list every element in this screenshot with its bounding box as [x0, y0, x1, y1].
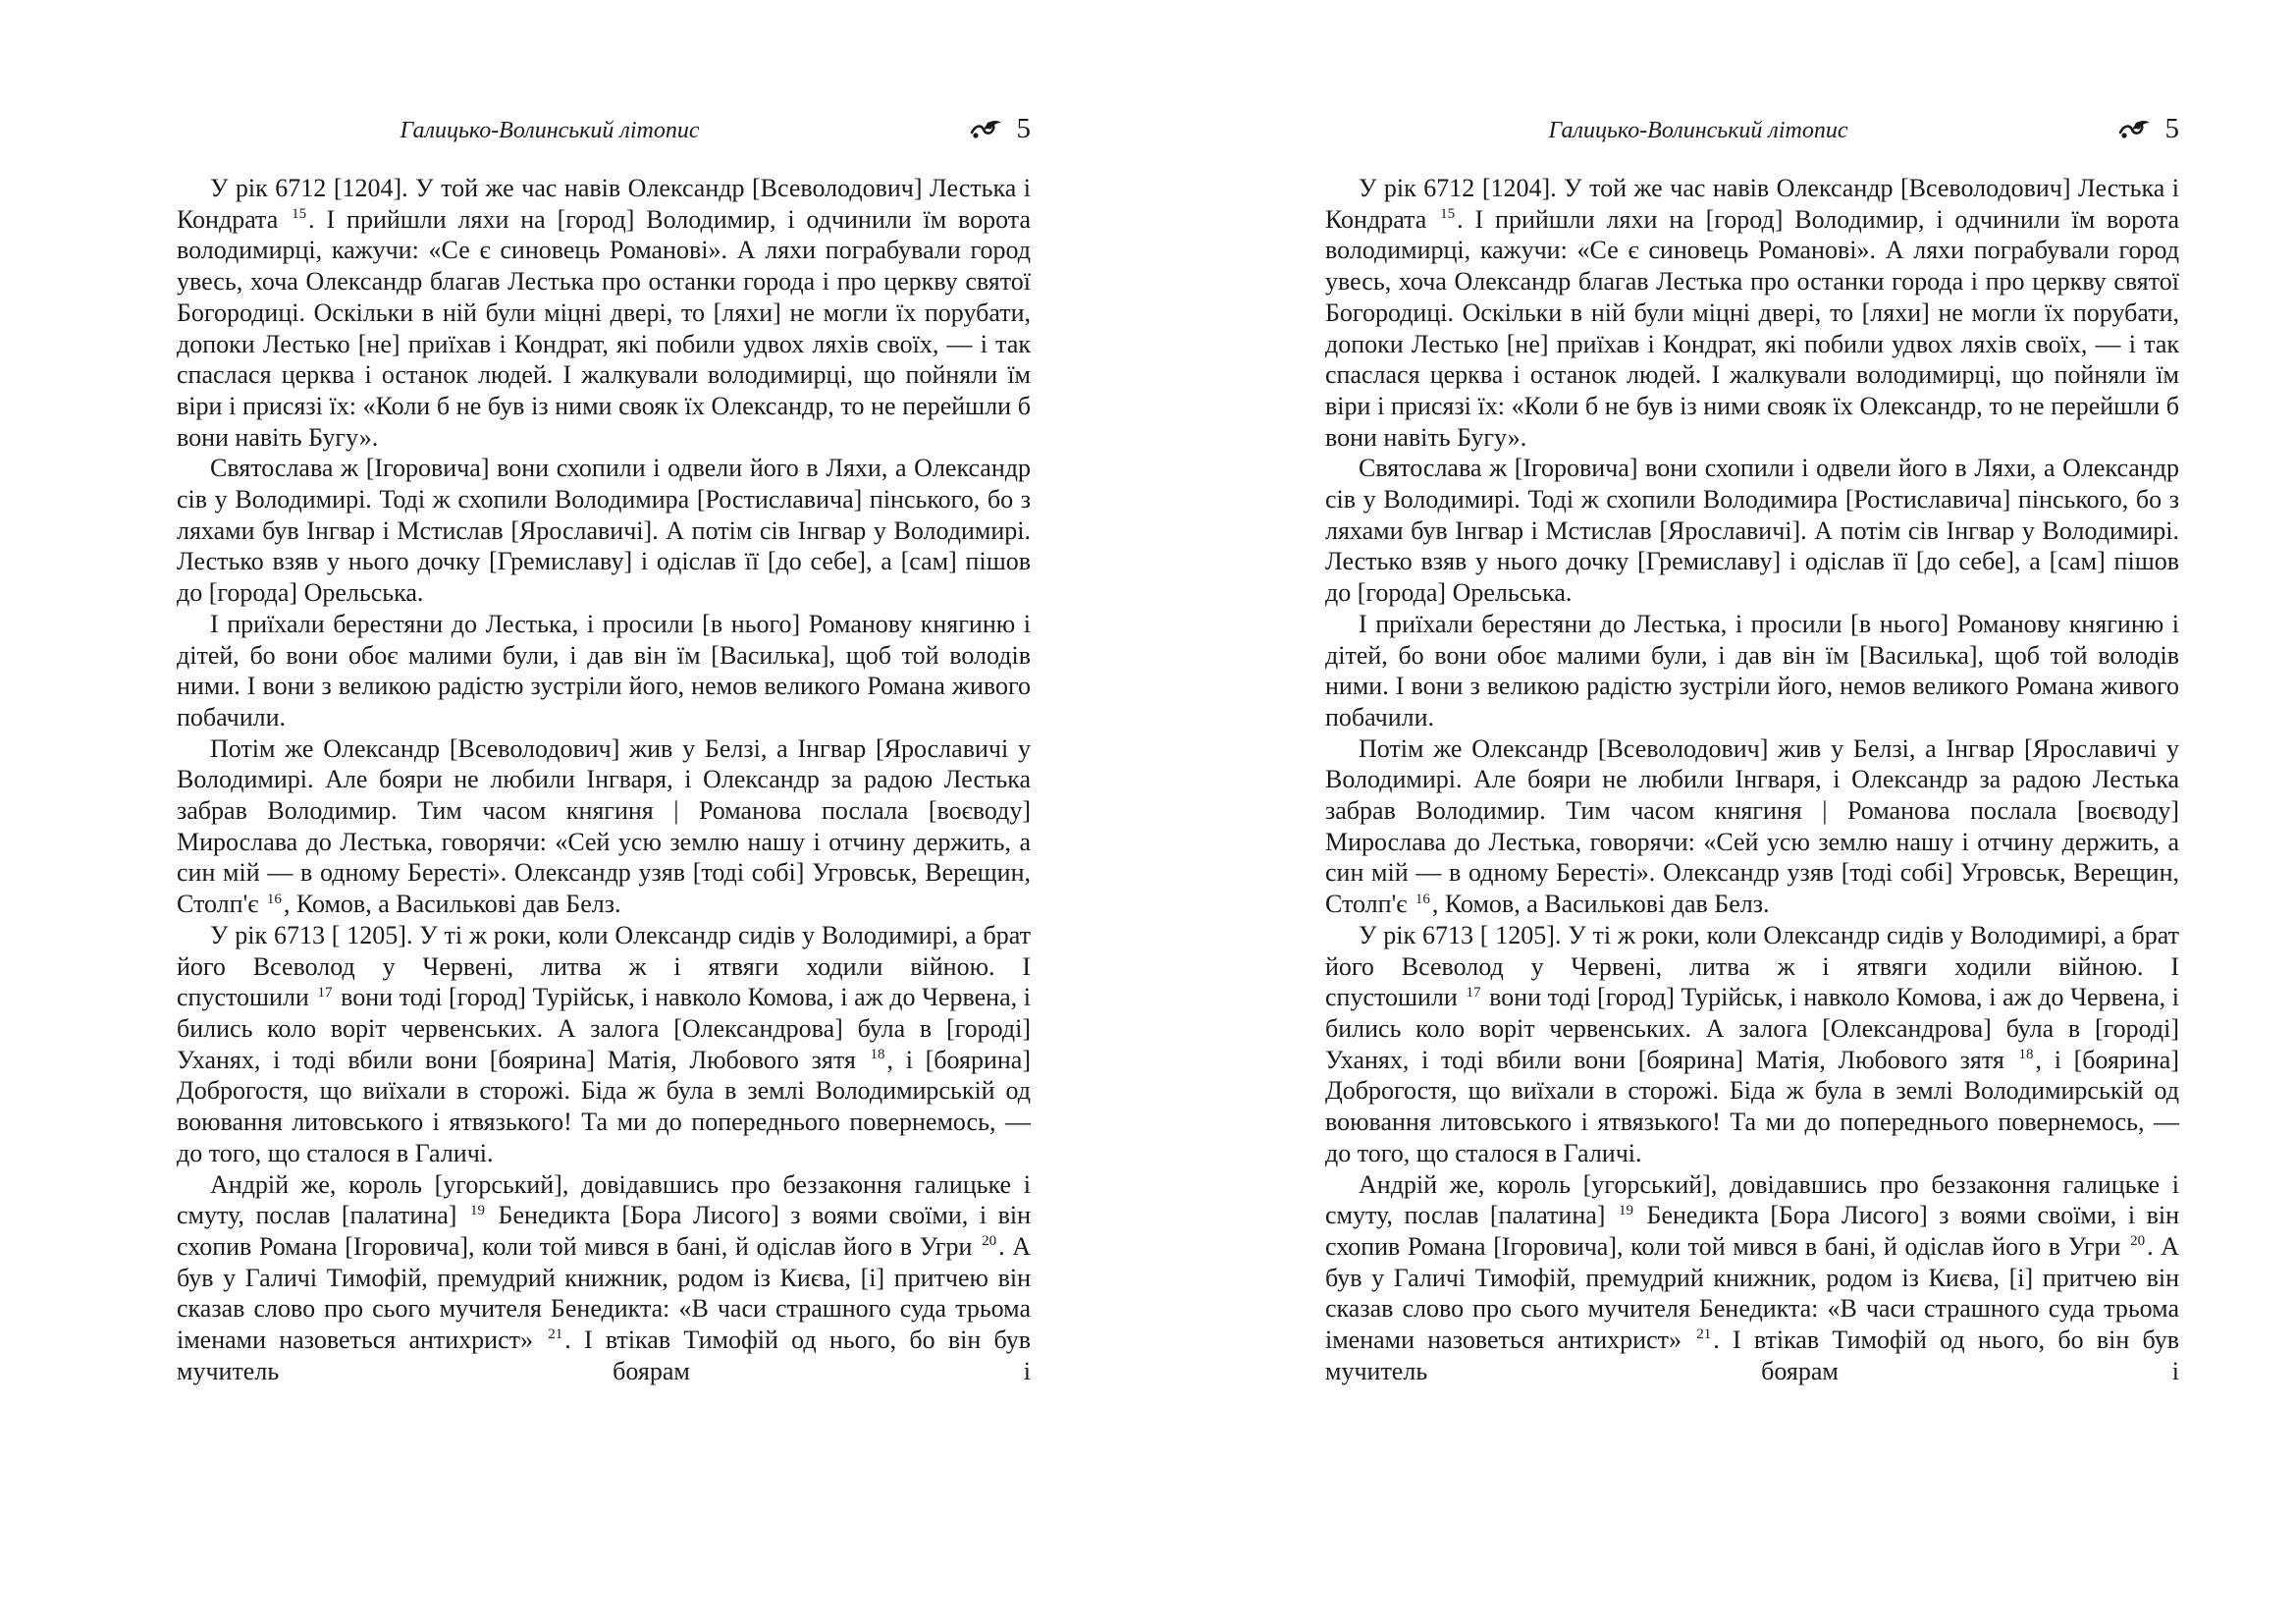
paragraph: І приїхали берестяни до Лестька, і просили [в нього] Романову княгиню і дітей, бо вони обоє малими були, і дав він їм [Василька], щоб той володів ними. І вони з великою радістю зустріли його, немов великого Романа живого побачили. [177, 609, 1031, 731]
text-segment: . А був у Галичі Тимофій, премудрий книжник, родом із Києва, [і] притчею він сказав слово про сього мучителя Бенедикта: «В часи страшного суда трьома іменами назоветься антихрист» [1325, 1231, 2179, 1355]
text-segment: , Комов, а Васильковi дав Белз. [1431, 890, 1770, 919]
footnote-ref[interactable]: 17 [1466, 984, 1481, 1001]
text-segment: , і [боярина] Доброгостя, що виїхали в сторожі. Біда ж була в землі Володимирській од воювання литовського і ятвязького! Та ми до попереднього повернемось, — до того, що сталося в Галичі. [177, 1045, 1032, 1167]
text-segment: . І втікав Тимофій од нього, бо він був мучитель боярам і [1325, 1326, 2179, 1385]
footnote-ref[interactable]: 20 [982, 1233, 997, 1250]
footnote-ref[interactable]: 21 [1696, 1326, 1712, 1343]
paragraph [1325, 733, 2179, 920]
text-segment: вони тоді [город] Турійськ, і навколо Комова, і аж до Червена, і бились коло воріт червенських. А залога [Олександрова] була в [городі] Уханях, і тоді вбили вони [боярина] Матія, Любового зятя [177, 983, 1031, 1074]
text-segment: Потім же Олександр [Всеволодович] жив у Белзі, а Інгвар [Ярославичі у Володимирі. Але бояри не любили Інгваря, і Олександр за радою Лестька забрав Володимир. Тим часом княгиня | Романова послала [воєводу] Мирослава до Лестька, говорячи: «Сей усю землю нашу і отчину держить, а син мій — в одному Бересті». Олександр узяв [тоді собі] Угровськ, Верещин, Столп'є [1325, 733, 2179, 919]
text-segment: вони тоді [город] Турійськ, і навколо Комова, і аж до Червена, і бились коло воріт червенських. А залога [Олександрова] була в [городі] Уханях, і тоді вбили вони [боярина] Матія, Любового зятя [1325, 983, 2179, 1074]
footnote-ref[interactable]: 19 [470, 1202, 485, 1218]
footnote-ref[interactable]: 16 [266, 891, 282, 907]
paragraph: Святослава ж [Ігоровича] вони схопили і одвели його в Ляхи, а Олександр сів у Володимирі. Тоді ж схопили Володимира [Ростиславича] пінського, бо з ляхами був Інгвар і Мстислав [Ярославичі]. А потім сів Інгвар у Володимирі. Лестько взяв у нього дочку [Гремиславу] і одіслав її [до себе], а [сам] пішов до [города] Орельська. [177, 454, 1031, 608]
text-segment: , і [боярина] Доброгостя, що виїхали в сторожі. Біда ж була в землі Володимирській од воювання литовського і ятвязького! Та ми до попереднього повернемось, — до того, що сталося в Галичі. [1325, 1045, 2180, 1167]
running-title: Галицько-Волинський літопис [400, 118, 700, 143]
paragraph [177, 173, 1031, 453]
text-segment: Бенедикта [Бора Лисого] з воями своїми, і він схопив Романа [Ігоровича], коли той мився в бані, й одіслав його в Угри [177, 1201, 1032, 1261]
paragraph [1325, 1169, 2179, 1387]
text-segment: . І прийшли ляхи на [город] Володимир, і одчинили їм ворота володимирці, кажучи: «Се є синовець Романові». А ляхи пограбували город увесь, хоча Олександр благав Лестька про останки города і про церкву святої Богородиці. Оскільки в ній були міцні двері, то [ляхи] не могли їх порубати, допоки Лестько [не] приїхав і Кондрат, які побили удвох ляхів своїх, — і так спаслася церква і останок людей. І жалкували володимирці, що пойняли їм віри і присязі їх: «Коли б не був із ними свояк їх Олександр, то не перейшли б вони навіть Бугу». [1325, 204, 2179, 452]
text-segment: У рік 6713 [ 1205]. У ті ж роки, коли Олександр сидів у Володимирі, а брат його Всеволод у Червені, литва ж і ятвяги ходили війною. І спустошили [177, 920, 1031, 1012]
footnote-ref[interactable]: 21 [548, 1326, 563, 1343]
paragraph [1325, 173, 2179, 453]
footnote-ref[interactable]: 17 [317, 984, 333, 1001]
footnote-ref[interactable]: 20 [2130, 1233, 2146, 1250]
text-segment: . І прийшли ляхи на [город] Володимир, і одчинили їм ворота володимирці, кажучи: «Се є синовець Романові». А ляхи пограбували город увесь, хоча Олександр благав Лестька про останки города і про церкву святої Богородиці. Оскільки в ній були міцні двері, то [ляхи] не могли їх порубати, допоки Лестько [не] приїхав і Кондрат, які побили удвох ляхів своїх, — і так спаслася церква і останок людей. І жалкували володимирці, що пойняли їм віри і присязі їх: «Коли б не був із ними свояк їх Олександр, то не перейшли б вони навіть Бугу». [177, 204, 1031, 452]
running-head [1325, 114, 2179, 153]
paragraph [177, 733, 1031, 920]
body-text [1325, 173, 2179, 1386]
text-segment: . А був у Галичі Тимофій, премудрий книжник, родом із Києва, [і] притчею він сказав слово про сього мучителя Бенедикта: «В часи страшного суда трьома іменами назоветься антихрист» [177, 1231, 1031, 1355]
page-number: 5 [1016, 113, 1031, 144]
footnote-ref[interactable]: 18 [2018, 1047, 2034, 1063]
fleuron-icon [970, 117, 1003, 140]
footnote-ref[interactable]: 18 [870, 1047, 885, 1063]
body-text [177, 173, 1031, 1386]
text-segment: . І втікав Тимофій од нього, бо він був мучитель боярам і [177, 1326, 1031, 1385]
footnote-ref[interactable]: 15 [1440, 206, 1456, 223]
footnote-ref[interactable]: 19 [1619, 1202, 1633, 1218]
text-segment: , Комов, а Васильковi дав Белз. [283, 890, 621, 919]
paragraph [177, 920, 1031, 1169]
text-segment: Андрій же, король [угорський], довідавшись про беззаконня галицьке і смуту, послав [палатина] [1325, 1169, 2179, 1230]
page-number: 5 [2164, 113, 2179, 144]
footnote-ref[interactable]: 15 [292, 206, 307, 223]
running-title: Галицько-Волинський літопис [1548, 118, 1848, 143]
text-segment: Бенедикта [Бора Лисого] з воями своїми, і він схопив Романа [Ігоровича], коли той мився в бані, й одіслав його в Угри [1325, 1201, 2180, 1261]
paragraph [1325, 920, 2179, 1169]
paragraph [177, 1169, 1031, 1387]
text-segment: Андрій же, король [угорський], довідавшись про беззаконня галицьке і смуту, послав [палатина] [177, 1169, 1031, 1230]
page-number-block [2118, 114, 2180, 143]
fleuron-icon [2118, 117, 2152, 140]
text-segment: У рік 6713 [ 1205]. У ті ж роки, коли Олександр сидів у Володимирі, а брат його Всеволод у Червені, литва ж і ятвяги ходили війною. І спустошили [1325, 920, 2179, 1012]
text-segment: Потім же Олександр [Всеволодович] жив у Белзі, а Інгвар [Ярославичі у Володимирі. Але бояри не любили Інгваря, і Олександр за радою Лестька забрав Володимир. Тим часом княгиня | Романова послала [воєводу] Мирослава до Лестька, говорячи: «Сей усю землю нашу і отчину держить, а син мій — в одному Бересті». Олександр узяв [тоді собі] Угровськ, Верещин, Столп'є [177, 733, 1031, 919]
paragraph: Святослава ж [Ігоровича] вони схопили і одвели його в Ляхи, а Олександр сів у Володимирі. Тоді ж схопили Володимира [Ростиславича] пінського, бо з ляхами був Інгвар і Мстислав [Ярославичі]. А потім сів Інгвар у Володимирі. Лестько взяв у нього дочку [Гремиславу] і одіслав її [до себе], а [сам] пішов до [города] Орельська. [1325, 454, 2179, 608]
running-head [177, 114, 1031, 153]
right-page [1148, 0, 2296, 1624]
footnote-ref[interactable]: 16 [1415, 891, 1430, 907]
text-segment: У рік 6712 [1204]. У той же час навів Олександр [Всеволодович] Лестька і Кондрата [177, 174, 1031, 234]
text-segment: У рік 6712 [1204]. У той же час навів Олександр [Всеволодович] Лестька і Кондрата [1325, 174, 2179, 234]
paragraph: І приїхали берестяни до Лестька, і просили [в нього] Романову княгиню і дітей, бо вони обоє малими були, і дав він їм [Василька], щоб той володів ними. І вони з великою радістю зустріли його, немов великого Романа живого побачили. [1325, 609, 2179, 731]
page-number-block [970, 114, 1032, 143]
